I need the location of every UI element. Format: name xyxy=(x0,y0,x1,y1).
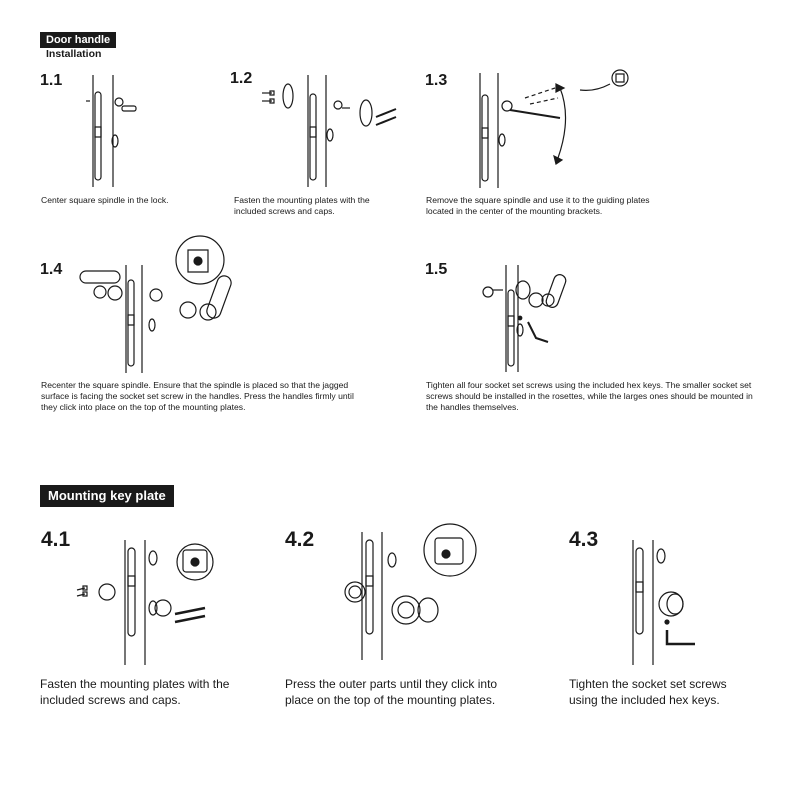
mounting-plate-icon xyxy=(150,289,162,301)
keyhole-icon xyxy=(149,551,157,565)
door-edge-icon xyxy=(308,75,326,187)
mounting-plate-icon xyxy=(283,84,293,108)
illustration-step-1-4 xyxy=(80,235,250,375)
lever-handle-icon xyxy=(483,287,493,297)
step-number-4-3: 4.3 xyxy=(569,528,599,551)
keyhole-icon xyxy=(388,553,396,567)
mounting-screw-icon xyxy=(77,586,87,596)
step-caption-4-3: Tighten the socket set screws using the included hex keys. xyxy=(569,677,727,707)
rotation-arrow-icon xyxy=(558,88,566,158)
detail-magnifier-icon xyxy=(424,524,476,576)
illustration-step-4-3 xyxy=(625,540,715,665)
door-edge-icon xyxy=(125,540,145,665)
lever-handle-icon xyxy=(80,271,122,300)
mounting-plate-icon xyxy=(99,584,115,600)
motion-lines-icon xyxy=(525,88,555,98)
set-screw-icon xyxy=(665,620,669,624)
step-number-1-4: 1.4 xyxy=(40,261,63,278)
step-number-1-5: 1.5 xyxy=(425,261,448,278)
step-caption-4-1: Fasten the mounting plates with the included screws and caps. xyxy=(40,677,230,707)
illustration-step-4-1 xyxy=(75,540,225,665)
illustration-step-1-1 xyxy=(80,75,140,190)
key-plate-icon xyxy=(177,544,213,580)
step-caption-1-5: Tighten all four socket set screws using the included hex keys. The smaller socket set screws should be installed in the rosettes, while the larges ones should be mounted in the handles themselves. xyxy=(426,380,753,412)
section-title-mounting-key-plate: Mounting key plate xyxy=(40,485,174,507)
hex-key-icon xyxy=(667,630,695,644)
illustration-step-1-2 xyxy=(258,75,408,190)
step-caption-1-2: Fasten the mounting plates with the included screws and caps. xyxy=(234,195,370,216)
section-subtitle-installation: Installation xyxy=(46,48,102,60)
step-number-4-2: 4.2 xyxy=(285,528,315,551)
illustration-step-4-2 xyxy=(340,520,510,670)
keyhole-icon xyxy=(149,319,155,331)
mounting-plate-icon xyxy=(360,100,372,126)
keyhole-icon xyxy=(499,134,505,146)
keyhole-icon xyxy=(327,129,333,141)
hex-key-icon xyxy=(528,322,548,342)
step-number-1-3: 1.3 xyxy=(425,72,448,89)
mounting-screw-icon xyxy=(376,109,396,125)
door-edge-icon xyxy=(633,540,653,665)
detail-magnifier-icon xyxy=(176,236,224,284)
door-edge-icon xyxy=(506,265,518,372)
step-number-1-1: 1.1 xyxy=(40,72,63,89)
rotation-arrow-icon xyxy=(580,70,628,90)
door-edge-icon xyxy=(126,265,142,373)
step-caption-1-3: Remove the square spindle and use it to the guiding plates located in the center of the mounting brackets. xyxy=(426,195,650,216)
mounting-screw-icon xyxy=(262,91,274,103)
step-caption-4-2: Press the outer parts until they click into place on the top of the mounting plates. xyxy=(285,677,498,707)
step-caption-1-1: Center square spindle in the lock. xyxy=(41,195,169,205)
keyhole-icon xyxy=(149,601,157,615)
square-spindle-icon xyxy=(510,110,560,118)
step-number-4-1: 4.1 xyxy=(41,528,71,551)
key-plate-icon xyxy=(418,598,438,622)
key-plate-icon xyxy=(392,596,420,624)
keyhole-icon xyxy=(657,549,665,563)
step-number-1-2: 1.2 xyxy=(230,70,253,87)
section-title-door-handle: Door handle xyxy=(40,32,116,48)
door-edge-icon xyxy=(362,532,382,660)
illustration-step-1-5 xyxy=(478,260,578,375)
illustration-step-1-3 xyxy=(470,68,660,190)
mounting-screw-icon xyxy=(175,608,205,622)
door-edge-icon xyxy=(480,73,498,188)
step-caption-1-4: Recenter the square spindle. Ensure that the spindle is placed so that the jagged surface is facing the socket set screw in the handles. Press the handles firmly until they click into place on the top of the mounting plates. xyxy=(41,380,354,412)
lever-handle-icon xyxy=(529,273,567,309)
door-edge-icon xyxy=(93,75,113,187)
set-screw-icon xyxy=(518,316,522,320)
